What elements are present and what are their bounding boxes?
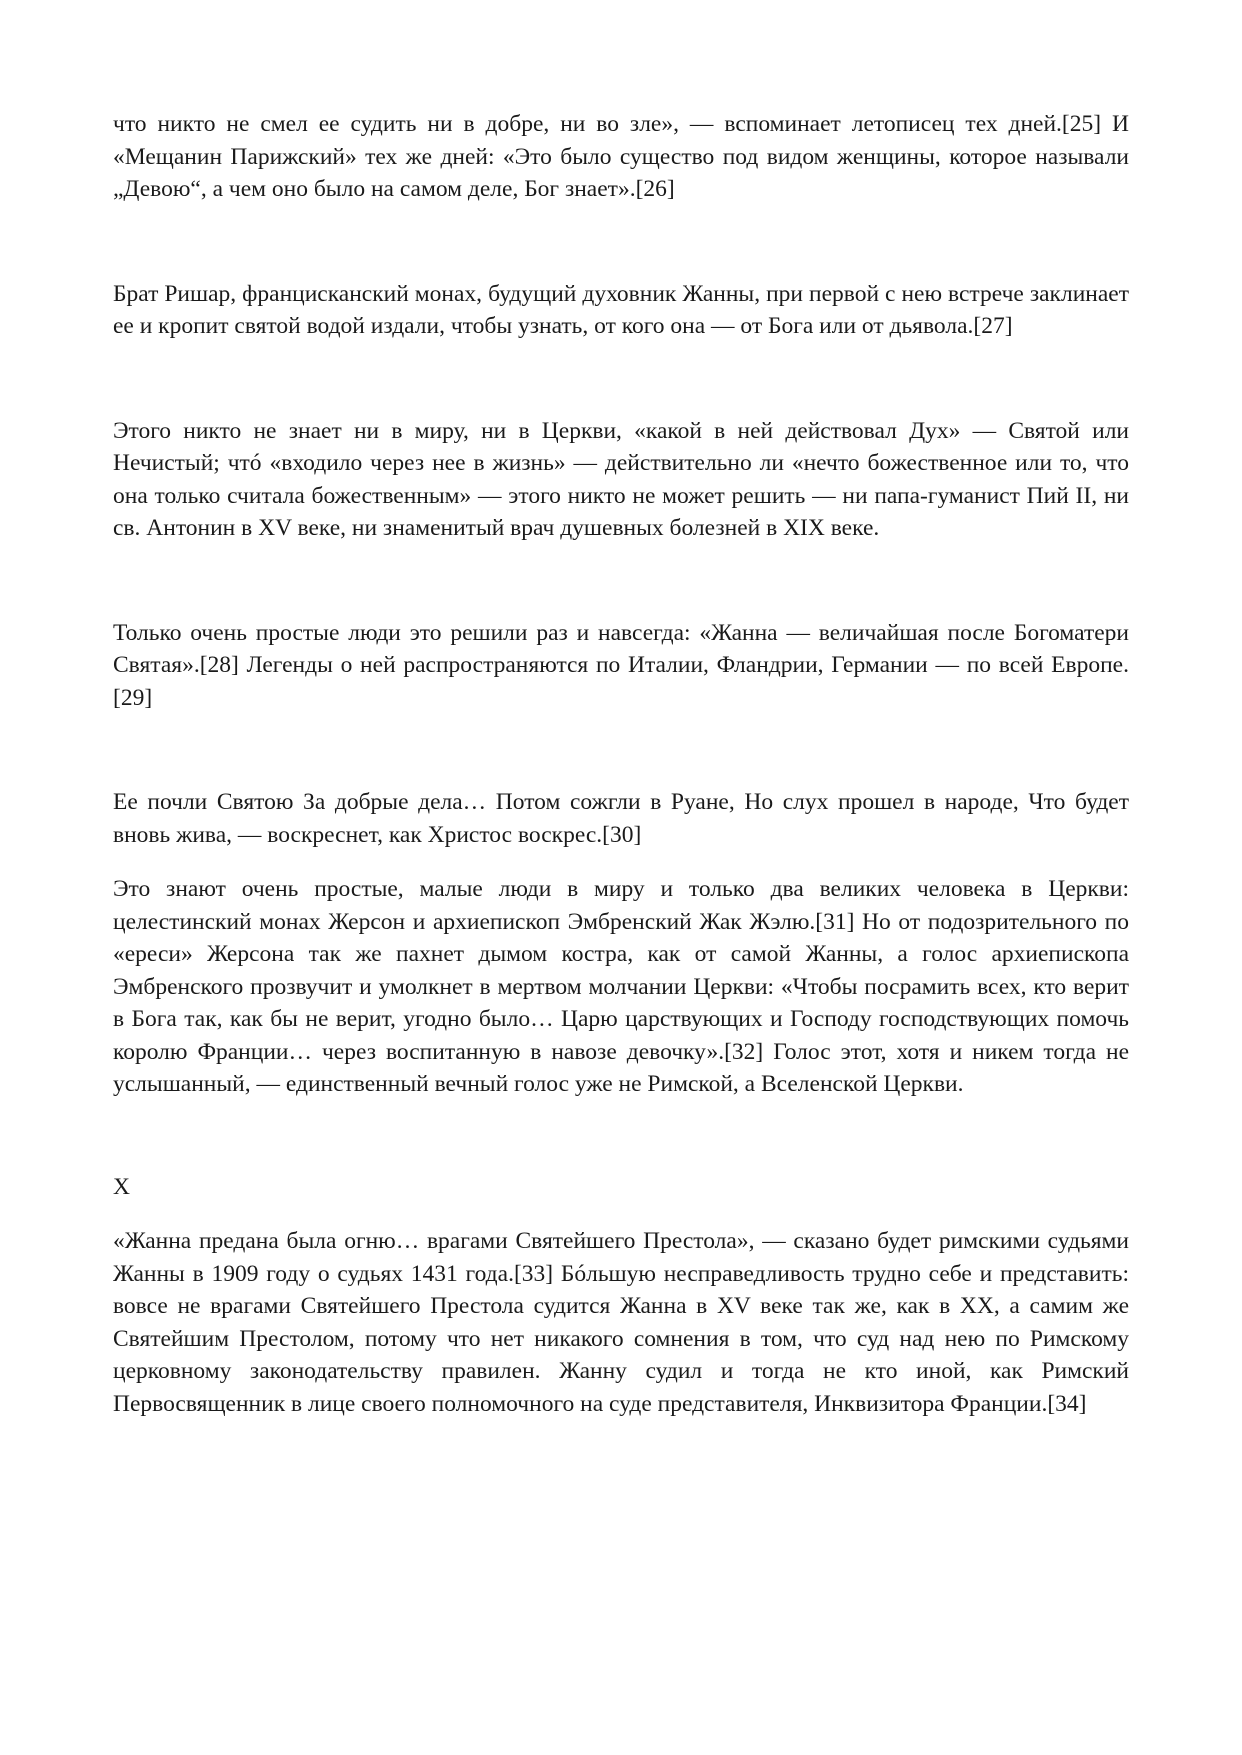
paragraph-verse-rouen: Ее почли Святою За добрые дела… Потом сожгли в Руане, Но слух прошел в народе, Что будет вновь жива, — воскреснет, как Христос воскрес.[30] [113, 789, 1129, 848]
paragraph-chronicler: что никто не смел ее судить ни в добре, ни во зле», — вспоминает летописец тех дней.[25] И «Мещанин Парижский» тех же дней: «Это было существо под видом женщины, которое называли „Девою“, а чем оно было на самом деле, Бог знает».[26] [113, 111, 1129, 202]
paragraph-spirit-question: Этого никто не знает ни в миру, ни в Церкви, «какой в ней действовал Дух» — Святой или Нечистый; чтó «входило через нее в жизнь» — действительно ли «нечто божественное или то, что она только считала божественным» — этого никто не может решить — ни папа-гуманист Пий II, ни св. Антонин в XV веке, ни знаменитый врач душевных болезней в XIX веке. [113, 417, 1129, 541]
section-heading: X [113, 1173, 130, 1200]
paragraph-holy-see: «Жанна предана была огню… врагами Святейшего Престола», — сказано будет римскими судьями Жанны в 1909 году о судьях 1431 года.[33] Бóльшую несправедливость трудно себе и представить: вовсе не врагами Святейшего Престола судится Жанна в XV веке так же, как в XX, а самим же Святейшим Престолом, потому что нет никакого сомнения в том, что суд над нею по Римскому церковному законодательству правилен. Жанну судил и тогда не кто иной, как Римский Первосвященник в лице своего полномочного на суде представителя, Инквизитора Франции.[34] [113, 1228, 1129, 1417]
document-page [113, 108, 1129, 1420]
paragraph-brother-richard: Брат Ришар, францисканский монах, будущий духовник Жанны, при первой с нею встрече заклинает ее и кропит святой водой издали, чтобы узнать, от кого она — от Бога или от дьявола.[27] [113, 280, 1129, 339]
paragraph-gerson-gelu: Это знают очень простые, малые люди в миру и только два великих человека в Церкви: целестинский монах Жерсон и архиепископ Эмбренский Жак Жэлю.[31] Но от подозрительного по «ереси» Жерсона так же пахнет дымом костра, как от самой Жанны, а голос архиепископа Эмбренского прозвучит и умолкнет в мертвом молчании Церкви: «Чтобы посрамить всех, кто верит в Бога так, как бы не верит, угодно было… Царю царствующих и Господу господствующих помочь королю Франции… через воспитанную в навозе девочку».[32] Голос этот, хотя и никем тогда не услышанный, — единственный вечный голос уже не Римской, а Вселенской Церкви. [113, 876, 1129, 1097]
paragraph-simple-people: Только очень простые люди это решили раз и навсегда: «Жанна — величайшая после Богоматери Святая».[28] Легенды о ней распространяются по Италии, Фландрии, Германии — по всей Европе.[29] [113, 619, 1129, 711]
